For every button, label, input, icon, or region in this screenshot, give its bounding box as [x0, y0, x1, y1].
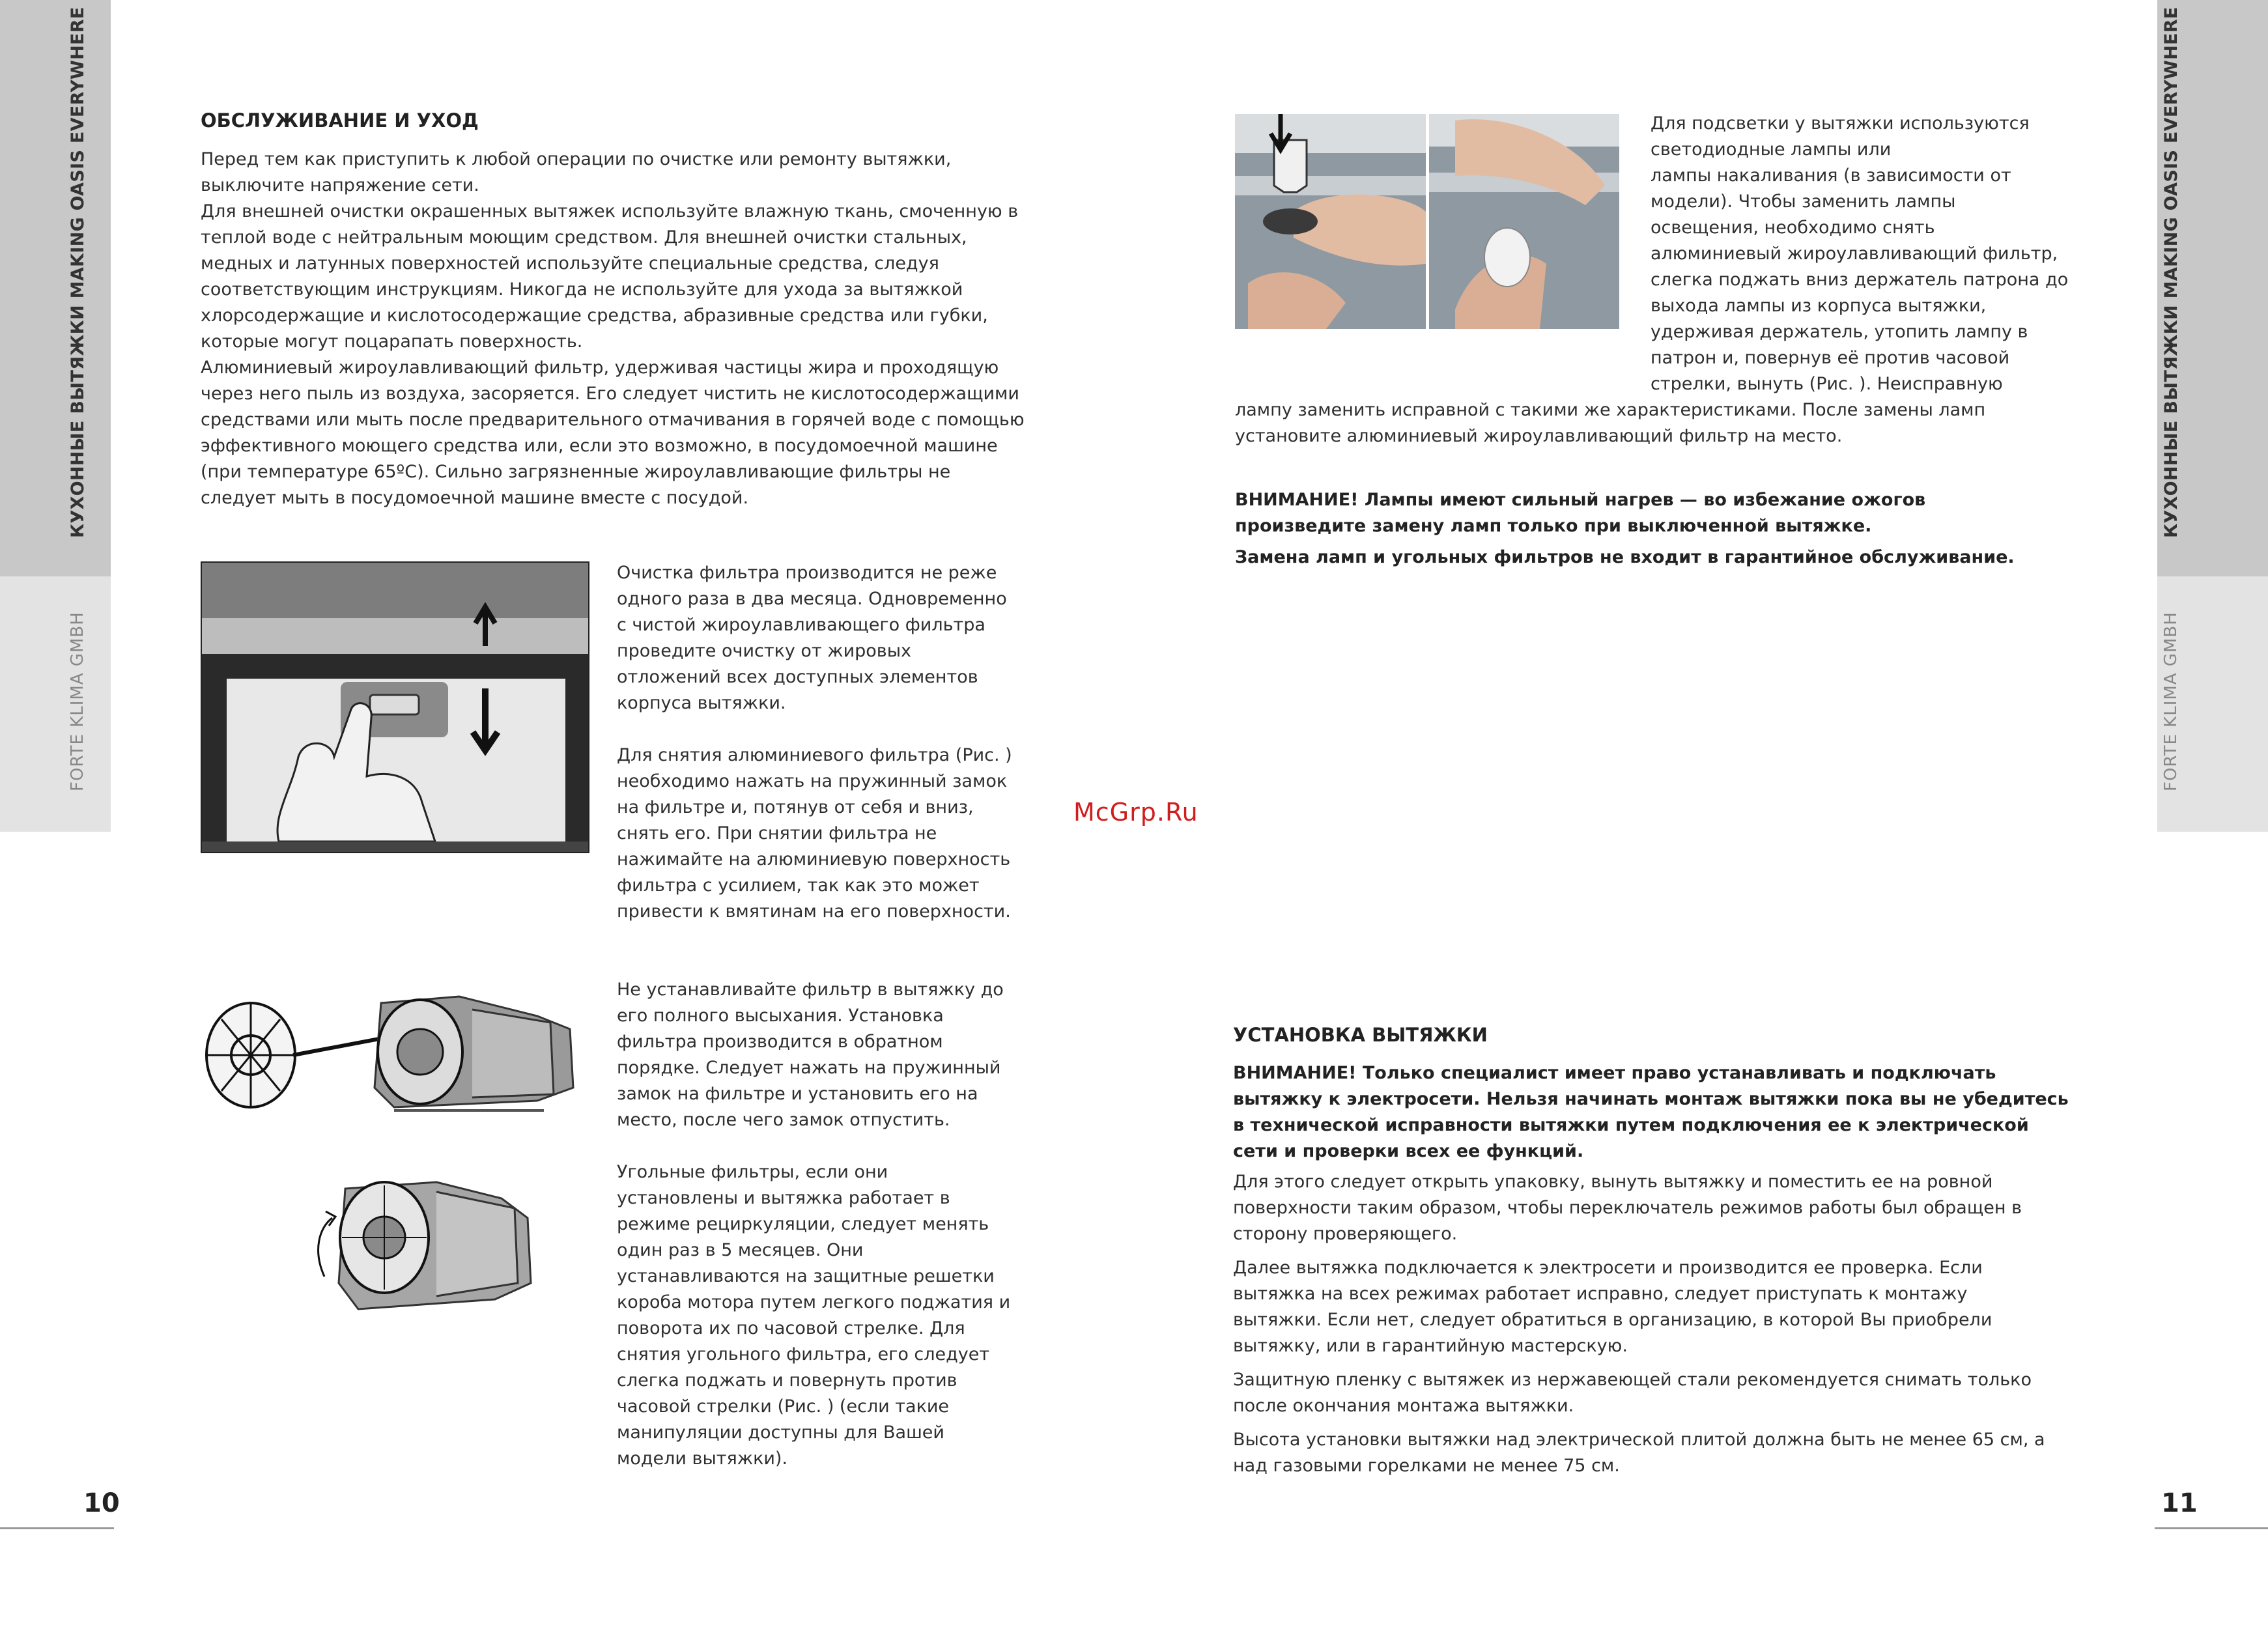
right-side-company: FORTE KLIMA GMBH — [2161, 612, 2181, 791]
filter-cleaning-text — [617, 560, 1014, 925]
maintenance-intro — [201, 147, 1025, 511]
filter-removal-paragraph: Для снятия алюминиевого фильтра (Рис. ) необходимо нажать на пружинный замок на фильтре и, потянув от себя и вниз, снять его. При снятии фильтра не нажимайте на алюминиевую поверхность фильтра с усилием, так как это может привести к вмятинам на его поверхности. — [617, 745, 1012, 922]
watermark: McGrp.Ru — [1073, 798, 1198, 827]
right-page-number: 11 — [2161, 1488, 2198, 1518]
filter-cleaning-paragraph: Очистка фильтра производится не реже одного раза в два месяца. Одновременно с чистой жироулавливающего фильтра проведите очистку от жировых отложений всех доступных элементов корпуса вытяжки. — [617, 563, 1007, 713]
left-side-tab-top — [0, 0, 111, 576]
filter-install-paragraph: Не устанавливайте фильтр в вытяжку до его полного высыхания. Установка фильтра производится в обратном порядке. Следует нажать на пружинный замок на фильтре и установить его на место, после чего замок отпустить. — [617, 980, 1004, 1130]
lamp-text-line: Для подсветки у вытяжки используются — [1651, 113, 2030, 134]
intro-paragraph: Алюминиевый жироулавливающий фильтр, удерживая частицы жира и проходящую через него пыль из воздуха, засоряется. Его следует чистить не кислотосодержащими средствами или мыть после предварительного отмачивания в горячей воде с помощью эффективного моющего средства или, если это возможно, в посудомоечной машине (при температуре 65ºC). Сильно загрязненные жироулавливающие фильтры не следует мыть в посудомоечной машине вместе с посудой. — [201, 358, 1025, 508]
left-side-company: FORTE KLIMA GMBH — [68, 612, 87, 791]
lamp-text-line: слегка поджать вниз держатель патрона до — [1651, 270, 2069, 290]
lamp-text-continuation: лампу заменить исправной с такими же характеристиками. После замены ламп установите алюминиевый жироулавливающий фильтр на место. — [1235, 400, 1986, 446]
install-heading: УСТАНОВКА ВЫТЯЖКИ — [1233, 1024, 1488, 1046]
lamp-text-line: патрон и, повернув её против часовой — [1651, 348, 2010, 368]
install-paragraph: Далее вытяжка подключается к электросети и производится ее проверка. Если вытяжка на всех режимах работает исправно, следует приступать к монтажу вытяжки. Если нет, следует обратиться в организацию, в которой Вы приобрели вытяжку, или в гарантийную мастерскую. — [1233, 1258, 1992, 1356]
intro-paragraph: Перед тем как приступить к любой операции по очистке или ремонту вытяжки, выключите напряжение сети. — [201, 149, 952, 195]
lamp-text-line: алюминиевый жироулавливающий фильтр, — [1651, 244, 2058, 264]
right-side-title: КУХОННЫЕ ВЫТЯЖКИ MAKING OASIS EVERYWHERE — [2161, 7, 2181, 538]
lamp-text-line: модели). Чтобы заменить лампы — [1651, 191, 1956, 212]
install-warning: ВНИМАНИЕ! Только специалист имеет право устанавливать и подключать вытяжку к электросети. Нельзя начинать монтаж вытяжки пока вы не убедитесь в технической исправности вытяжки путем подключения ее к электрической сети и проверки всех ее функций. — [1233, 1063, 2069, 1161]
lamp-text-line: выхода лампы из корпуса вытяжки, — [1651, 296, 1987, 316]
lamp-replacement-photo-2 — [1429, 114, 1619, 329]
install-body — [1233, 1169, 2050, 1479]
left-side-title: КУХОННЫЕ ВЫТЯЖКИ MAKING OASIS EVERYWHERE — [68, 7, 88, 538]
install-paragraph: Для этого следует открыть упаковку, вынуть вытяжку и поместить ее на ровной поверхности таким образом, чтобы переключатель режимов работы был обращен в сторону проверяющего. — [1233, 1172, 2022, 1244]
intro-paragraph: Для внешней очистки окрашенных вытяжек используйте влажную ткань, смоченную в теплой воде с нейтральным моющим средством. Для внешней очистки стальных, медных и латунных поверхностей используйте специальные средства, следуя соответствующим инструкциям. Никогда не используйте для ухода за вытяжкой хлорсодержащие и кислотосодержащие средства, абразивные средства или губки, которые могут поцарапать поверхность. — [201, 201, 1019, 352]
lamp-text-block — [1651, 111, 2133, 397]
maintenance-heading: ОБСЛУЖИВАНИЕ И УХОД — [201, 109, 479, 132]
lamp-replacement-photo-1 — [1235, 114, 1426, 329]
lamp-text-line: лампы накаливания (в зависимости от — [1651, 165, 2011, 186]
install-paragraph: Высота установки вытяжки над электрической плитой должна быть не менее 65 см, а над газовыми горелками не менее 75 см. — [1233, 1430, 2045, 1476]
lamp-text-line: светодиодные лампы или — [1651, 139, 1892, 160]
lamp-text-line: освещения, необходимо снять — [1651, 218, 1935, 238]
left-page-number: 10 — [83, 1488, 120, 1518]
lamp-text-line: стрелки, вынуть (Рис. ). Неисправную — [1651, 374, 2003, 394]
motor-filter-figure — [199, 990, 589, 1127]
install-paragraph: Защитную пленку с вытяжек из нержавеющей стали рекомендуется снимать только после окончания монтажа вытяжки. — [1233, 1370, 2032, 1416]
carbon-filter-paragraph: Угольные фильтры, если они установлены и вытяжка работает в режиме рециркуляции, следует менять один раз в 5 месяцев. Они устанавливаются на защитные решетки короба мотора путем легкого поджатия и поворота их по часовой стрелке. Для снятия угольного фильтра, его следует слегка поджать и повернуть против часовой стрелки (Рис. ) (если такие манипуляции доступны для Вашей модели вытяжки). — [617, 1162, 1011, 1469]
warranty-note: Замена ламп и угольных фильтров не входит в гарантийное обслуживание. — [1235, 547, 2015, 567]
filter-removal-figure — [201, 561, 589, 853]
right-page-rule — [2155, 1527, 2268, 1529]
left-side-tab-bottom — [0, 576, 111, 832]
left-page-rule — [0, 1527, 114, 1529]
motor-rotation-figure — [306, 1166, 567, 1322]
filter-install-text — [617, 977, 1014, 1472]
lamp-text-line: удерживая держатель, утопить лампу в — [1651, 322, 2028, 342]
lamp-warning: ВНИМАНИЕ! Лампы имеют сильный нагрев — во избежание ожогов произведите замену ламп только при выключенной вытяжке. — [1235, 490, 1926, 536]
